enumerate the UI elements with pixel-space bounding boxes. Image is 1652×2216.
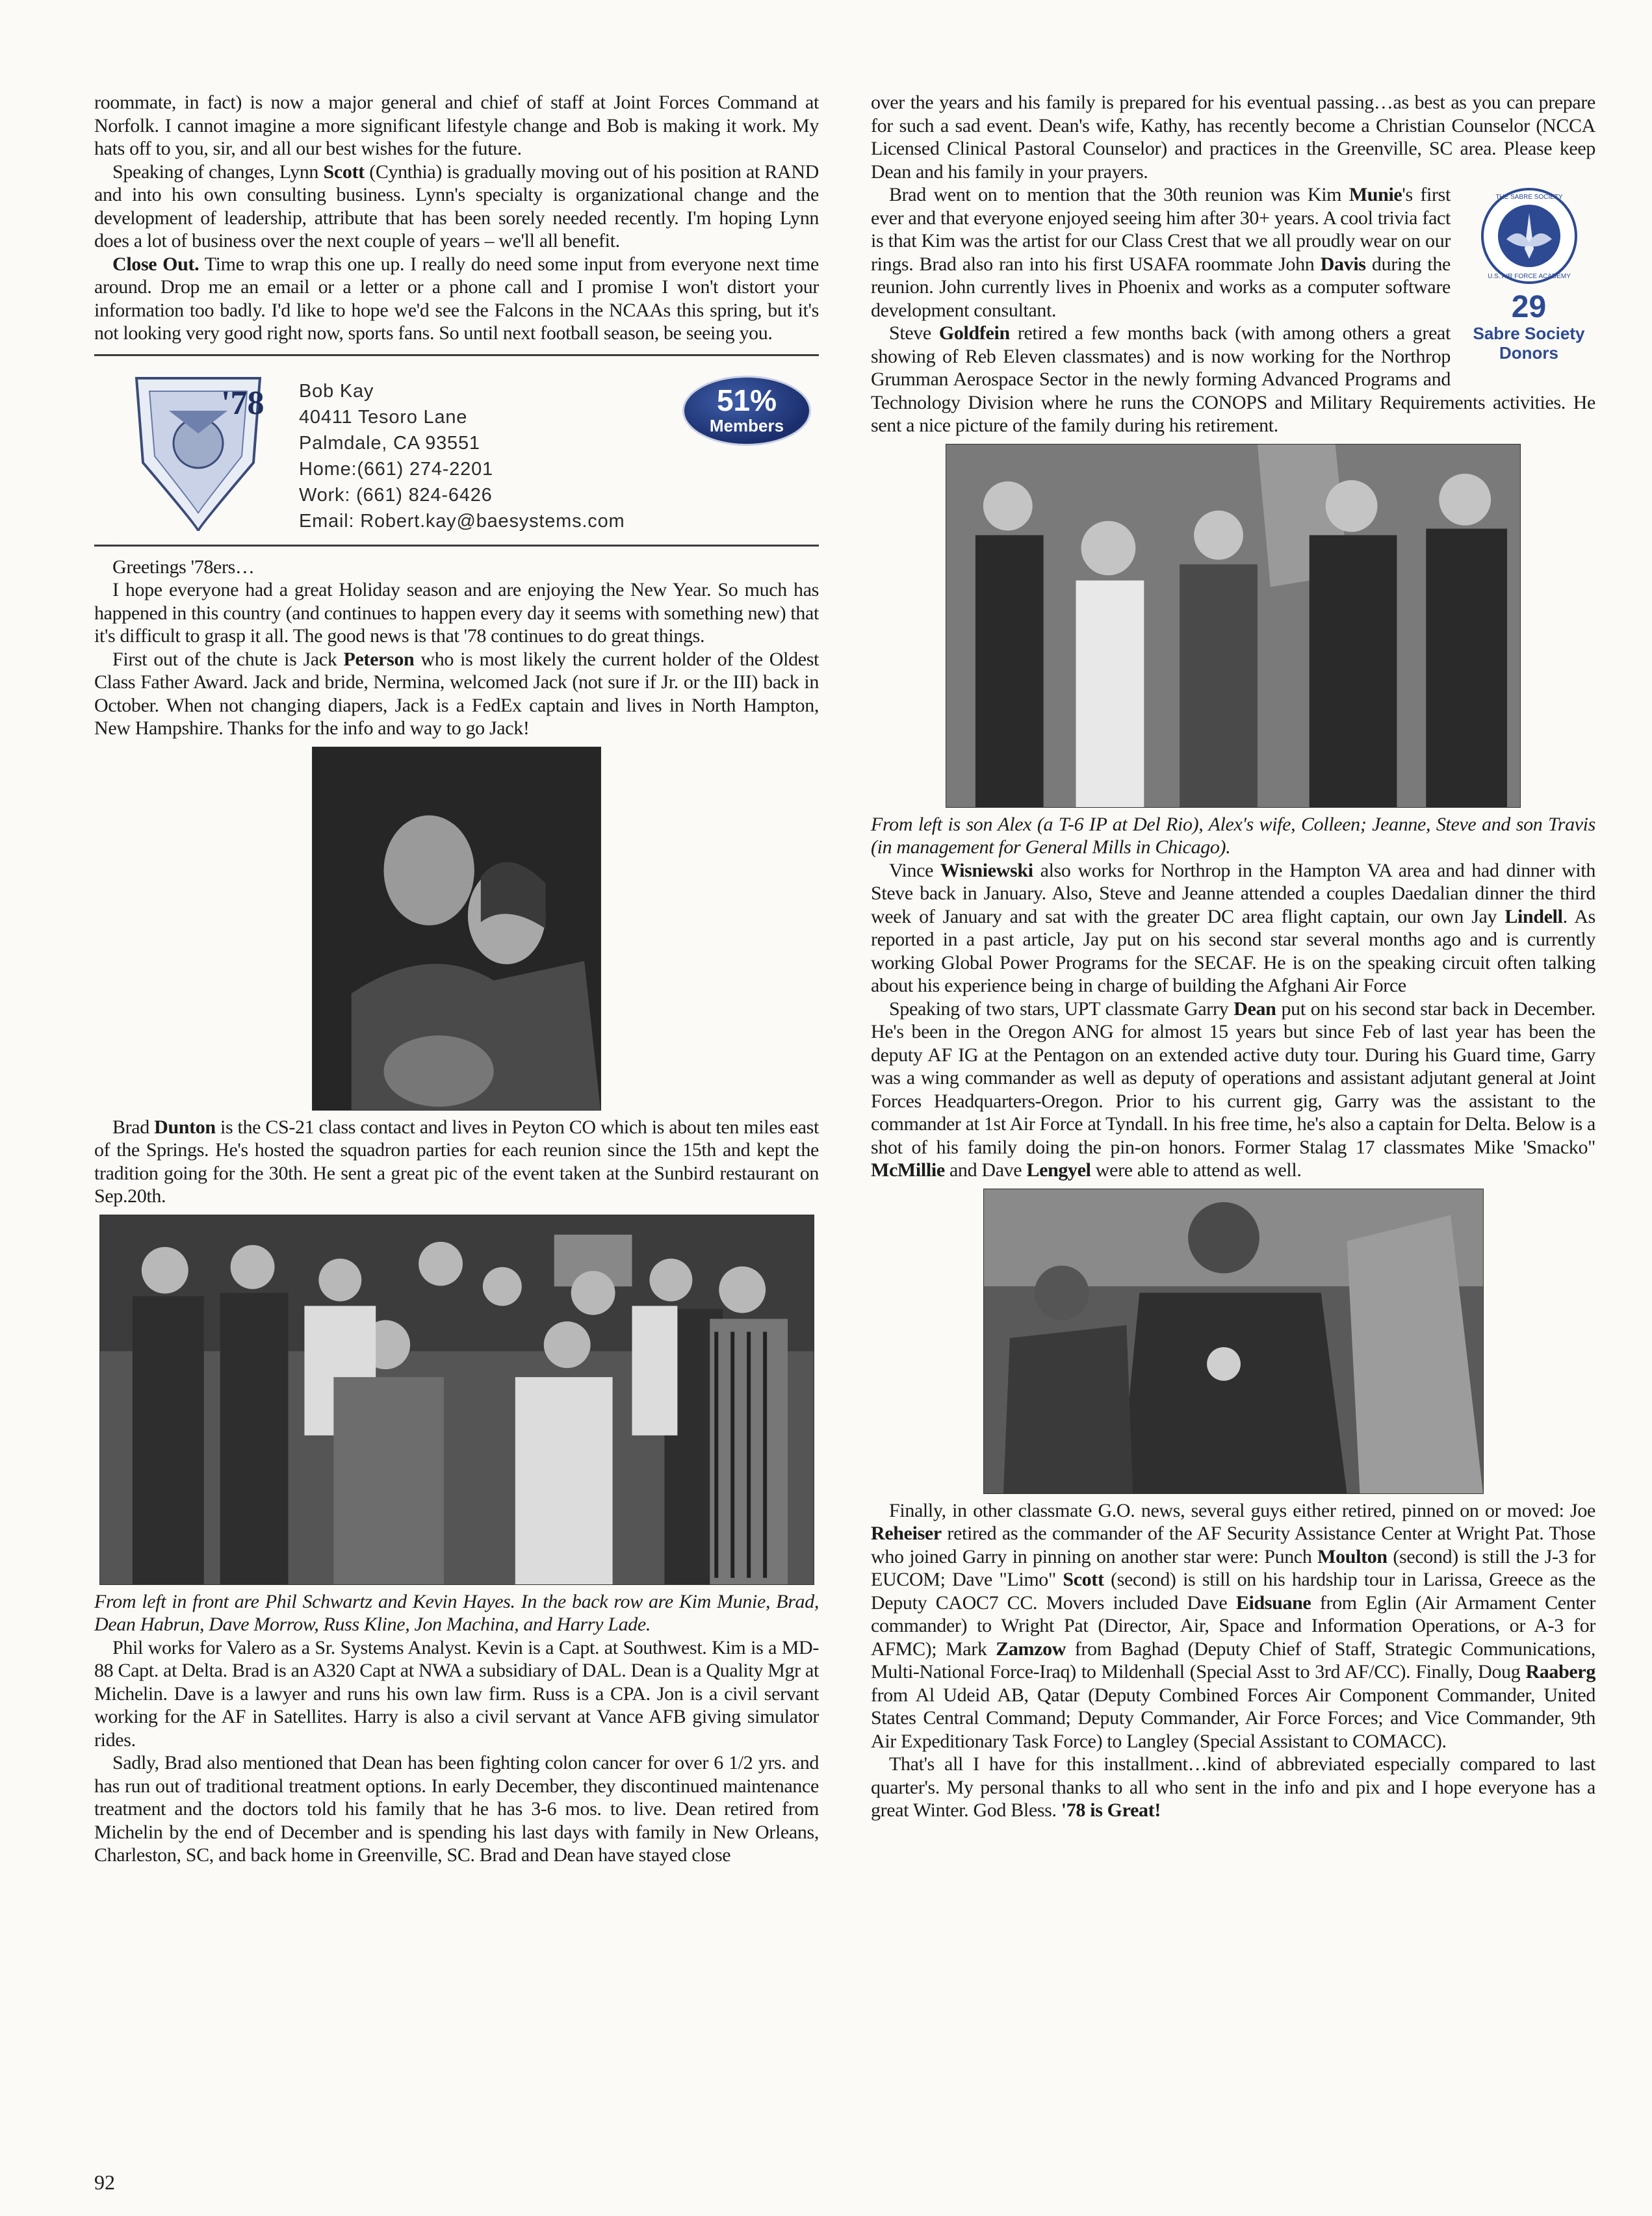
retirement-family-photo	[946, 444, 1521, 808]
svg-text:'78: '78	[221, 384, 265, 422]
close-out-paragraph: Close Out. Time to wrap this one up. I really do need some input from everyone next time around. Drop me an email or a letter or a phone call and I promise I won't distort your information too badly. I'd like to hope we'd see the Falcons in the NCAAs this spring, but it's not looking very good right now, sports fans. So until next football season, be seeing you.	[94, 253, 819, 344]
paragraph: Steve Goldfein retired a few months back (with among others a great showing of Reb Eleven classmates) and is now working for the Northrop Grumman Aerospace Sector in the newly forming Advanced Programs and Technology Division where he runs the CONOPS and Military Requirements activities. He sent a nice picture of the family during his retirement.	[871, 322, 1595, 436]
reunion-photo-caption: From left in front are Phil Schwartz and Kevin Hayes. In the back row are Kim Munie, Brad, Dean Habrun, Dave Morrow, Russ Kline, Jon Machina, and Harry Lade.	[94, 1590, 819, 1635]
intro-paragraph: roommate, in fact) is now a major general and chief of staff at Joint Forces Command at Norfolk. I cannot imagine a more significant lifestyle change and Bob is making it work. My hats off to you, sir, and all our best wishes for the future.	[94, 92, 819, 159]
sabre-society-seal-icon	[1480, 187, 1578, 285]
right-column	[871, 91, 1595, 1822]
paragraph: Vince Wisniewski also works for Northrop in the Hampton VA area and had dinner with Steve back in January. Also, Steve and Jeanne attended a couples Daedalian dinner the third week of January and sat with the greater DC area flight captain, our own Jay Lindell. As reported in a past article, Jay put on his second star several months ago and is currently working Global Power Programs for the SECAF. He is on the speaking circuit often talking about his experience being in charge of building the Afghani Air Force	[871, 859, 1595, 996]
sabre-donor-count: 29	[1511, 290, 1547, 324]
paragraph: over the years and his family is prepared for his eventual passing…as best as you can prepare for such a sad event. Dean's wife, Kathy, has recently become a Christian Counselor (NCCA Licensed Clinical Pastoral Counselor) and practices in the Greenville, SC area. Please keep Dean and his family in your prayers.	[871, 92, 1595, 183]
retirement-photo-caption: From left is son Alex (a T-6 IP at Del Rio), Alex's wife, Colleen; Jeanne, Steve and son Travis (in management for General Mills in Chicago).	[871, 813, 1595, 858]
paragraph: First out of the chute is Jack Peterson who is most likely the current holder of the Oldest Class Father Award. Jack and bride, Nermina, welcomed Jack (not sure if Jr. or the III) back in October. When not changing diapers, Jack is a FedEx captain and lives in North Hampton, New Hampshire. Thanks for the info and way to go Jack!	[94, 648, 820, 739]
contact-email[interactable]: Email: Robert.kay@baesystems.com	[299, 510, 625, 532]
contact-city: Palmdale, CA 93551	[299, 432, 480, 454]
membership-label: Members	[709, 415, 784, 435]
contact-name: Bob Kay	[299, 380, 374, 402]
paragraph: Brad went on to mention that the 30th reunion was Kim Munie's first ever and that everyone enjoyed seeing him after 30+ years. A cool trivia fact is that Kim was the artist for our Class Crest that we all proudly wear on our rings. Brad also ran into his first USAFA roommate John Davis during the reunion. John currently lives in Phoenix and works as a computer software development consultant.	[871, 184, 1451, 321]
paragraph: Speaking of two stars, UPT classmate Garry Dean put on his second star back in December. He's been in the Oregon ANG for almost 15 years but since Feb of last year has been the deputy AF IG at the Pentagon on an extended active duty tour. During his Guard time, Garry was a wing commander as well as deputy of operations and assistant adjutant general at Joint Forces Headquarters-Oregon. Prior to his current gig, Garry was the assistant to the commander at 1st Air Force at Tyndall. In his free time, he's also a captain for Delta. Below is a shot of his family doing the pin-on honors. Former Stalag 17 classmates Mike 'Smacko" McMillie and Dave Lengyel were able to attend as well.	[871, 998, 1595, 1181]
membership-badge	[682, 376, 811, 446]
contact-street: 40411 Tesoro Lane	[299, 406, 468, 428]
intro-paragraph: Speaking of changes, Lynn Scott (Cynthia) is gradually moving out of his position at RAND and into his own consulting business. Lynn's specialty is organizational change and the development of leadership, attribute that has been sorely needed recently. I'm hoping Lynn does a lot of business over the next couple of years – we'll all benefit.	[94, 161, 819, 251]
page-number: 92	[94, 2171, 115, 2194]
paragraph: Sadly, Brad also mentioned that Dean has been fighting colon cancer for over 6 1/2 yrs. and has run out of traditional treatment options. In early December, they discontinued maintenance treatment and the doctors told his family that he has 3-6 mos. to live. Dean retired from Michelin by the end of December and is spending his last days with family in New Orleans, Charleston, SC, and back home in Greenville, SC. Brad and Dean have stayed close	[94, 1752, 819, 1866]
paragraph: I hope everyone had a great Holiday season and are enjoying the New Year. So much has happened in this country (and continues to happen every day it seems with something new) that it's difficult to grasp it all. The good news is that '78 continues to do great things.	[94, 579, 819, 647]
paragraph: Phil works for Valero as a Sr. Systems Analyst. Kevin is a Capt. at Southwest. Kim is a MD-88 Capt. at Delta. Brad is an A320 Capt at NWA a subsidiary of DAL. Dean is a Quality Mgr at Michelin. Dave is a lawyer and runs his own law firm. Russ is a CPA. Jon is a civil servant working for the AF in Satellites. Harry is also a civil servant at Vance AFB giving simulator rides.	[94, 1636, 819, 1751]
paragraph: Finally, in other classmate G.O. news, several guys either retired, pinned on or moved: Joe Reheiser retired as the commander of the AF Security Assistance Center at Wright Pat. Those who joined Garry in pinning on another star were: Punch Moulton (second) is still the J-3 for EUCOM; Dave "Limo" Scott (second) is still on his hardship tour in Larissa, Greece as the Deputy CAOC7 CC. Movers included Dave Eidsuane from Eglin (Air Armament Center commander) to Wright Pat (Director, Air, Space and Information Operations, or A-3 for AFMC); Mark Zamzow from Baghad (Deputy Chief of Staff, Strategic Communications, Multi-National Force-Iraq) to Mildenhall (Special Asst to 3rd AF/CC). Finally, Doug Raaberg from Al Udeid AB, Qatar (Deputy Combined Forces Air Component Commander, United States Central Command; Deputy Commander, Air Force Forces; and Vice Commander, 9th Air Expeditionary Task Force) to Langley (Special Assistant to COMACC).	[871, 1499, 1596, 1752]
contact-home-phone: Home:(661) 274-2201	[299, 458, 493, 480]
contact-block	[94, 356, 819, 545]
svg-text:THE SABRE SOCIETY: THE SABRE SOCIETY	[1495, 194, 1563, 201]
reunion-group-photo	[99, 1215, 814, 1585]
left-column	[94, 91, 819, 1867]
pin-on-ceremony-photo	[983, 1189, 1484, 1494]
sabre-donors-label: Donors	[1499, 343, 1558, 363]
sabre-society-box	[1462, 187, 1595, 382]
family-photo	[312, 747, 601, 1111]
greeting: Greetings '78ers…	[112, 556, 255, 578]
class-crest-icon	[123, 365, 273, 535]
membership-percent: 51%	[716, 383, 777, 417]
contact-work-phone: Work: (661) 824-6426	[299, 484, 493, 506]
paragraph: Brad Dunton is the CS-21 class contact and lives in Peyton CO which is about ten miles east of the Springs. He's hosted the squadron parties for each reunion since the 15th and kept the tradition going for the 30th. He sent a great pic of the event taken at the Sunbird restaurant on Sep.20th.	[94, 1116, 819, 1207]
svg-text:U.S. AIR FORCE ACADEMY: U.S. AIR FORCE ACADEMY	[1487, 273, 1571, 280]
closing-paragraph: That's all I have for this installment…kind of abbreviated especially compared to last quarter's. My personal thanks to all who sent in the info and pix and I hope everyone has a great Winter. God Bless. '78 is Great!	[871, 1753, 1595, 1821]
sabre-label: Sabre Society	[1473, 324, 1585, 343]
contact-address	[299, 378, 625, 534]
